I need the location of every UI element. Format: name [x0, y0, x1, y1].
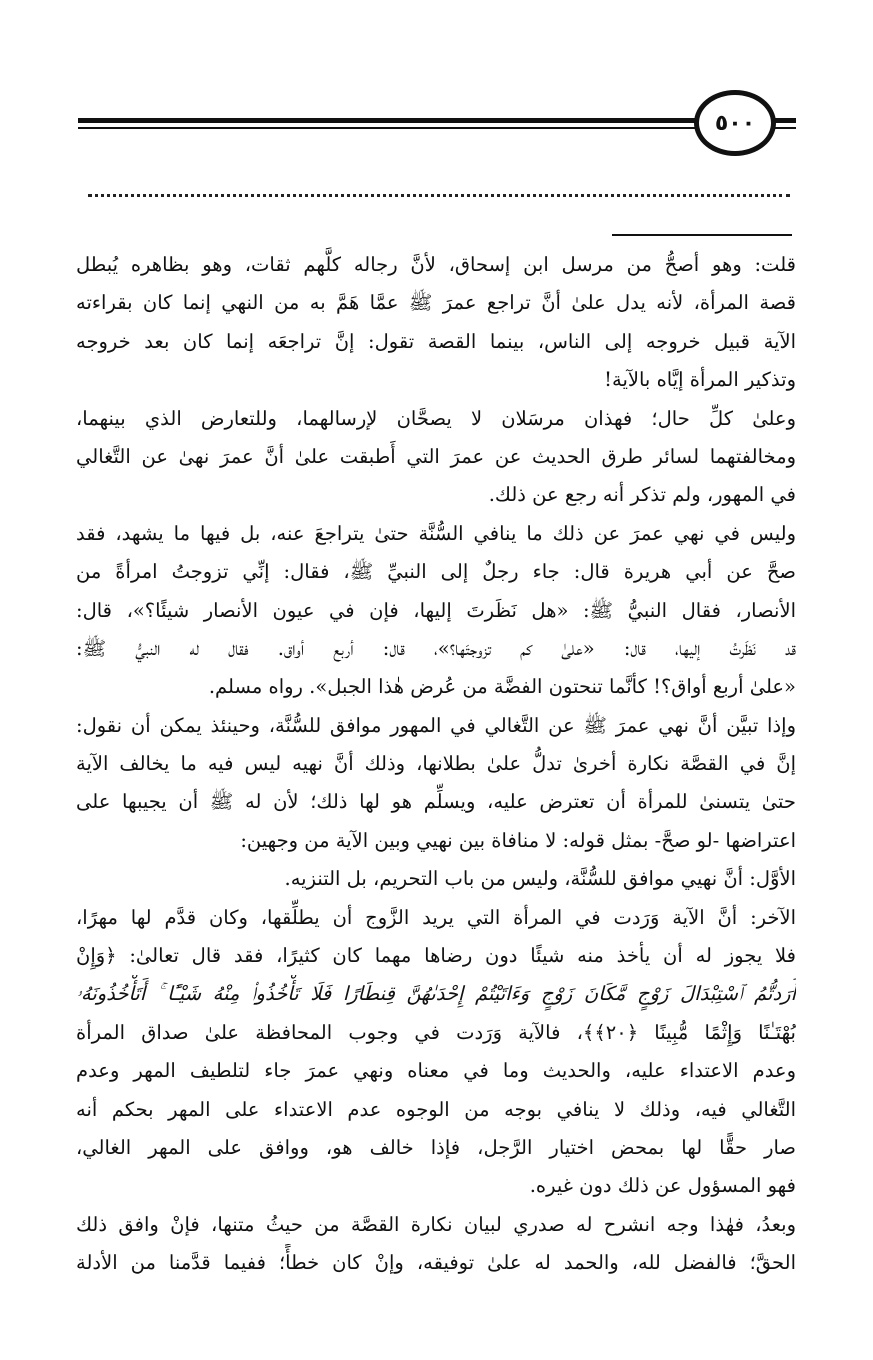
text-line: بُهْتَـٰنًا وَإِثْمًا مُّبِينًا ﴿٢٠﴾﴾، فالآية وَرَدت في وجوب المحافظة علىٰ صداق المرأة	[76, 1020, 796, 1044]
text-line: فهو المسؤول عن ذلك دون غيره.	[529, 1174, 796, 1198]
dotted-separator	[88, 180, 790, 197]
text-line: ومخالفتهما لسائر طرق الحديث عن عمرَ التي أَطبقت علىٰ أنَّ عمرَ نهىٰ عن التَّغالي	[76, 444, 796, 468]
text-line: وعدم الاعتداء عليه، والحديث وما في معناه ونهي عمرَ جاء لتلطيف المهر وعدم	[76, 1059, 796, 1083]
text-line: أَرَدتُّمُ ٱسْتِبْدَالَ زَوْجٍ مَّكَانَ زَوْجٍ وَءَاتَيْتُمْ إِحْدَىٰهُنَّ قِنطَارًا فَلَا تَأْخُذُوا۟ مِنْهُ شَيْـًٔا ۚ أَتَأْخُذُونَهُۥ	[76, 982, 796, 1006]
text-line: الآخر: أنَّ الآية وَرَدت في المرأة التي يريد الزَّوج أن يطلِّقها، وكان قدَّم لها مهرًا،	[76, 905, 796, 929]
text-line: وعلىٰ كلِّ حال؛ فهذان مرسَلان لا يصحَّان لإرسالهما، وللتعارض الذي بينهما،	[76, 406, 796, 430]
text-line: فلا يجوز له أن يأخذ منه شيئًا دون رضاها مهما كان كثيرًا، فقد قال تعالىٰ: ﴿وَإِنْ	[76, 944, 796, 968]
text-line: وتذكير المرأة إيَّاه بالآية!	[604, 368, 796, 392]
section-rule	[612, 234, 792, 236]
header-rule-thin	[78, 127, 696, 129]
text-line: الحقَّ؛ فالفضل لله، والحمد له علىٰ توفيقه، وإنْ كان خطأً؛ ففيما قدَّمنا من الأدلة	[76, 1251, 796, 1275]
text-line: صحَّ عن أبي هريرة قال: جاء رجلٌ إلى النبيِّ ﷺ، فقال: إنِّي تزوجتُ امرأةً من	[76, 560, 796, 584]
text-line: في المهور، ولم تذكر أنه رجع عن ذلك.	[488, 483, 796, 507]
text-line: صار حقًّا لها بمحض اختيار الرَّجل، فإذا خالف هو، ووافق على المهر الغالي،	[76, 1135, 796, 1159]
text-line: وليس في نهي عمرَ عن ذلك ما ينافي السُّنَّة حتىٰ يتراجعَ عنه، بل فيها ما يشهد، فقد	[76, 521, 796, 545]
text-line: إنَّ في القصَّة نكارة أخرىٰ تدلُّ علىٰ بطلانها، وذلك أنَّ نهيه ليس فيه ما يخالف الآية	[76, 752, 796, 776]
page-header	[0, 0, 873, 240]
text-line: حتىٰ يتسنىٰ للمرأة أن تعترض عليه، ويسلِّم هو لها ذلك؛ لأن له ﷺ أن يجيبها على	[76, 790, 796, 814]
text-line: «علىٰ أربع أواق؟! كأنَّما تنحتون الفضَّة من عُرض هٰذا الجبل». رواه مسلم.	[208, 675, 796, 699]
page-body-text	[76, 246, 796, 1283]
text-line: وإذا تبيَّن أنَّ نهي عمرَ ﷺ عن التَّغالي في المهور موافق للسُّنَّة، وحينئذ يمكن أن نقول:	[76, 713, 796, 737]
text-line: الأنصار، فقال النبيُّ ﷺ: «هل نَظَرتَ إليها، فإن في عيون الأنصار شيئًا؟»، قال:	[76, 598, 796, 622]
text-line: قصة المرأة، لأنه يدل علىٰ أنَّ تراجع عمرَ ﷺ عمَّا هَمَّ به من النهي إنما كان بقراءته	[76, 291, 796, 315]
page-number-badge	[694, 90, 776, 156]
text-line: وبعدُ، فهٰذا وجه انشرح له صدري لبيان نكارة القصَّة من حيثُ متنها، فإنْ وافق ذلك	[76, 1212, 796, 1236]
page-number: ٥٠٠	[714, 110, 756, 136]
text-line: الآية قبيل خروجه إلى الناس، بينما القصة تقول: إنَّ تراجعَه إنما كان بعد خروجه	[76, 329, 796, 353]
text-line: الأوَّل: أنَّ نهيي موافق للسُّنَّة، وليس من باب التحريم، بل التنزيه.	[284, 867, 796, 891]
header-rule-thick	[78, 118, 696, 123]
text-line: اعتراضها -لو صحَّ- بمثل قوله: لا منافاة بين نهيي وبين الآية من وجهين:	[240, 828, 796, 852]
text-line: قلت: وهو أصحُّ من مرسل ابن إسحاق، لأنَّ رجاله كلَّهم ثقات، وهو بظاهره يُبطل	[76, 253, 796, 276]
text-line: قد نَظَرتُ إليها، قال: «علىٰ كم تزوجتَها؟»، قال: أربع أواق. فقال له النبيُّ ﷺ:	[76, 636, 796, 660]
text-line: التَّغالي فيه، وذلك لا ينافي بوجه من الوجوه عدم الاعتداء على المهر بحكم أنه	[76, 1097, 796, 1121]
